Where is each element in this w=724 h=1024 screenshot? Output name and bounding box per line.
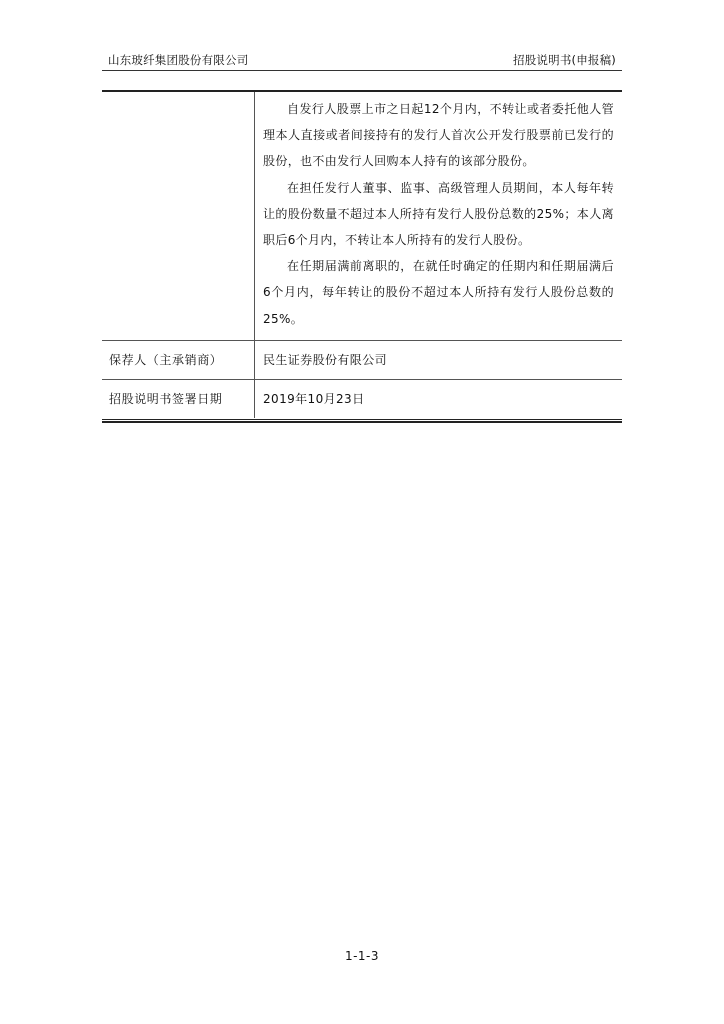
document-title: 招股说明书(申报稿) (513, 53, 616, 67)
sponsor-value: 民生证券股份有限公司 (263, 353, 388, 368)
table-bottom-rule-thick (102, 421, 622, 423)
commitment-paragraph-2: 在担任发行人董事、监事、高级管理人员期间，本人每年转让的股份数量不超过本人所持有发行人股份总数的25%；本人离职后6个月内，不转让本人所持有的发行人股份。 (263, 180, 614, 248)
info-table (102, 90, 622, 423)
signing-date-value: 2019年10月23日 (263, 392, 365, 407)
sponsor-label: 保荐人（主承销商） (102, 341, 255, 379)
table-row-sponsor (102, 341, 622, 380)
page-number: 1-1-3 (344, 949, 380, 963)
table-cell-commitment-text (255, 92, 622, 340)
table-bottom-rule-thin (102, 419, 622, 420)
company-name: 山东玻纤集团股份有限公司 (108, 53, 249, 67)
commitment-paragraph-1: 自发行人股票上市之日起12个月内，不转让或者委托他人管理本人直接或者间接持有的发行人首次公开发行股票前已发行的股份，也不由发行人回购本人持有的该部分股份。 (263, 102, 614, 169)
commitment-paragraph-3: 在任期届满前离职的，在就任时确定的任期内和任期届满后6个月内，每年转让的股份不超过本人所持有发行人股份总数的25%。 (263, 259, 614, 326)
signing-date-label: 招股说明书签署日期 (102, 380, 255, 418)
table-row-lockup-commitment (102, 92, 622, 341)
table-row-signing-date (102, 380, 622, 418)
header-divider (102, 70, 622, 71)
page-header (102, 49, 622, 71)
table-cell-label (102, 92, 255, 340)
